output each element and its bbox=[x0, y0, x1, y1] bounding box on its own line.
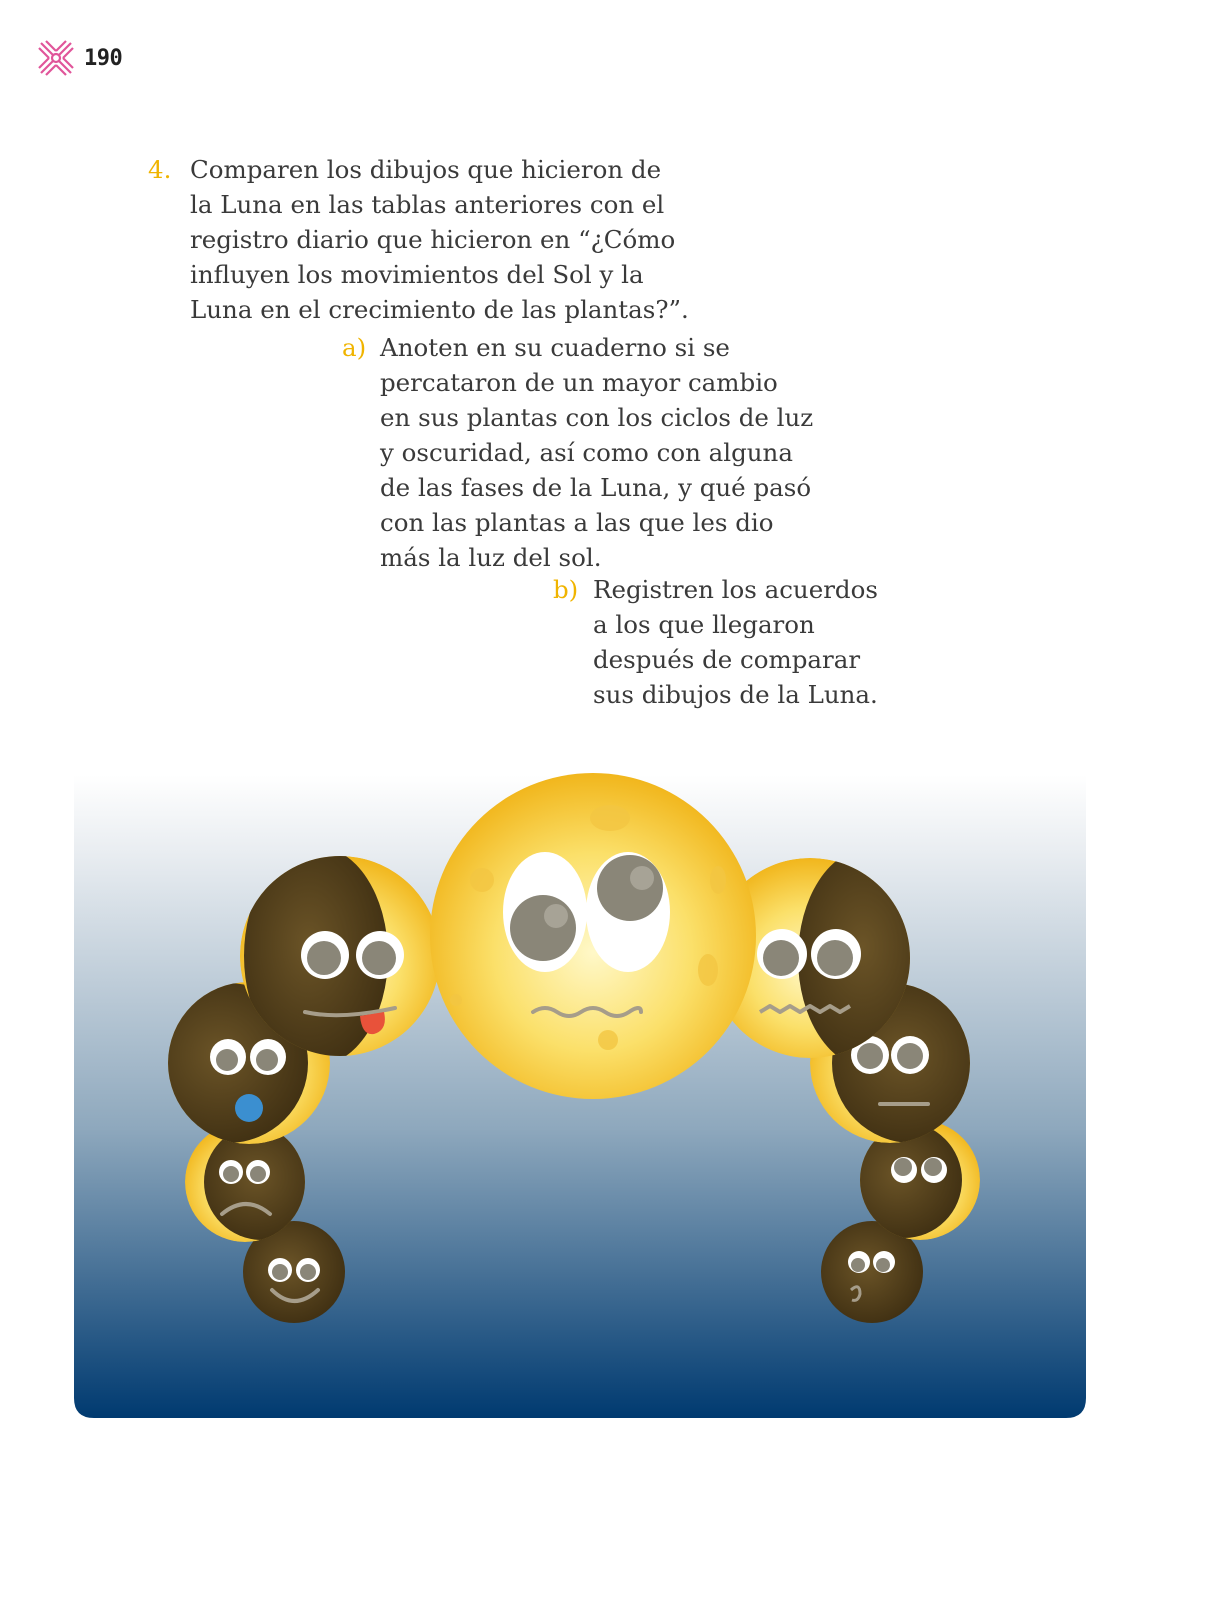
item-marker: b) bbox=[553, 575, 579, 604]
text-line: en sus plantas con los ciclos de luz bbox=[380, 403, 814, 432]
text-line: y oscuridad, así como con alguna bbox=[380, 438, 793, 467]
text-line: la Luna en las tablas anteriores con el bbox=[190, 190, 665, 219]
activity-item-4 bbox=[148, 152, 689, 327]
text-line: Luna en el crecimiento de las plantas?”. bbox=[190, 295, 689, 324]
moon-phases-illustration bbox=[74, 770, 1086, 1418]
text-line: a los que llegaron bbox=[593, 610, 815, 639]
full-moon bbox=[430, 773, 756, 1099]
text-line: influyen los movimientos del Sol y la bbox=[190, 260, 644, 289]
text-line: con las plantas a las que les dio bbox=[380, 508, 774, 537]
text-line: después de comparar bbox=[593, 645, 861, 674]
page-number: 190 bbox=[84, 45, 123, 71]
activity-subitem-a bbox=[342, 330, 814, 575]
ornament-icon bbox=[38, 40, 74, 76]
text-line: percataron de un mayor cambio bbox=[380, 368, 778, 397]
activity-subitem-b bbox=[553, 572, 878, 712]
item-marker: 4. bbox=[148, 155, 172, 184]
page-folio bbox=[38, 38, 122, 78]
item-marker: a) bbox=[342, 333, 367, 362]
text-line: de las fases de la Luna, y qué pasó bbox=[380, 473, 812, 502]
text-line: registro diario que hicieron en “¿Cómo bbox=[190, 225, 676, 254]
text-line: Anoten en su cuaderno si se bbox=[380, 333, 730, 362]
text-line: más la luz del sol. bbox=[380, 543, 602, 572]
text-line: sus dibujos de la Luna. bbox=[593, 680, 878, 709]
text-line: Comparen los dibujos que hicieron de bbox=[190, 155, 662, 184]
text-line: Registren los acuerdos bbox=[593, 575, 878, 604]
